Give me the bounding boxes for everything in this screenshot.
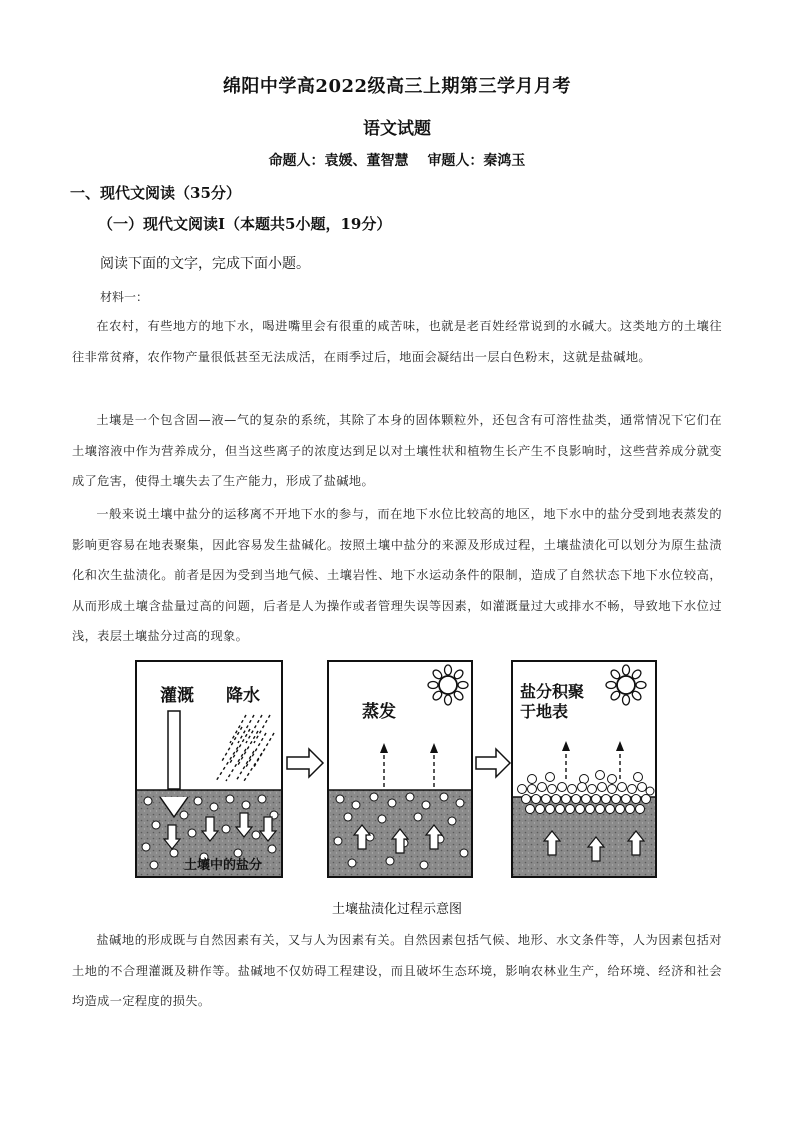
label-soil-salt: 土壤中的盐分	[184, 858, 263, 873]
authors-line	[0, 150, 794, 170]
panel-evaporation	[328, 661, 472, 877]
exam-subtitle: 语文试题	[363, 119, 431, 139]
panel-irrigation-rain	[136, 661, 282, 877]
reviewer-label: 审题人：秦鸿玉	[427, 153, 526, 169]
label-salt-accumulation-1: 盐分积聚	[520, 682, 585, 701]
salinization-diagram	[134, 657, 658, 883]
label-salt-accumulation-2: 于地表	[520, 702, 569, 721]
sub-heading: （一）现代文阅读Ⅰ（本题共5小题，19分）	[98, 215, 392, 233]
panel-salt-accumulation	[512, 661, 656, 877]
arrow-right-icon	[287, 749, 323, 777]
setter-label: 命题人：袁媛、董智慧	[268, 153, 409, 169]
irrigation-pipe	[168, 711, 180, 789]
figure-caption: 土壤盐渍化过程示意图	[331, 902, 462, 917]
label-irrigation: 灌溉	[160, 686, 194, 706]
salinization-diagram-svg	[134, 657, 658, 883]
arrow-right-icon	[476, 749, 510, 777]
material-label: 材料一：	[100, 290, 149, 304]
sun-icon	[606, 665, 646, 705]
paragraph-1: 在农村，有些地方的地下水，喝进嘴里会有很重的咸苦味，也就是老百姓经常说到的水碱大。这类地方的土壤往往非常贫瘠，农作物产量很低甚至无法成活，在雨季过后，地面会凝结出一层白色粉末，这就是盐碱地。	[72, 319, 722, 364]
section-heading: 一、现代文阅读（35分）	[70, 184, 241, 202]
paragraph-3: 一般来说土壤中盐分的运移离不开地下水的参与，而在地下水位比较高的地区，地下水中的盐分受到地表蒸发的影响更容易在地表聚集，因此容易发生盐碱化。按照土壤中盐分的来源及形成过程，土壤盐渍化可以划分为原生盐渍化和次生盐渍化。前者是因为受到当地气候、土壤岩性、地下水运动条件的限制，造成了自然状态下地下水位较高，从而形成土壤含盐量过高的问题，后者是人为操作或者管理失误等因素，如灌溉量过大或排水不畅，导致地下水位过浅，表层土壤盐分过高的现象。	[72, 507, 722, 643]
label-rain: 降水	[226, 686, 260, 706]
exam-title: 绵阳中学高2022级高三上期第三学月月考	[222, 76, 572, 97]
reading-instruction: 阅读下面的文字，完成下面小题。	[100, 256, 310, 272]
paragraph-4: 盐碱地的形成既与自然因素有关，又与人为因素有关。自然因素包括气候、地形、水文条件等，人为因素包括对土地的不合理灌溉及耕作等。盐碱地不仅妨碍工程建设，而且破坏生态环境，影响农林业生产，给环境、经济和社会均造成一定程度的损失。	[72, 933, 722, 1008]
paragraph-2: 土壤是一个包含固—液—气的复杂的系统，其除了本身的固体颗粒外，还包含有可溶性盐类，通常情况下它们在土壤溶液中作为营养成分，但当这些离子的浓度达到足以对土壤性状和植物生长产生不良影响时，这些营养成分就变成了危害，使得土壤失去了生产能力，形成了盐碱地。	[72, 413, 722, 488]
sun-icon	[428, 665, 468, 705]
label-evaporation: 蒸发	[362, 702, 396, 722]
